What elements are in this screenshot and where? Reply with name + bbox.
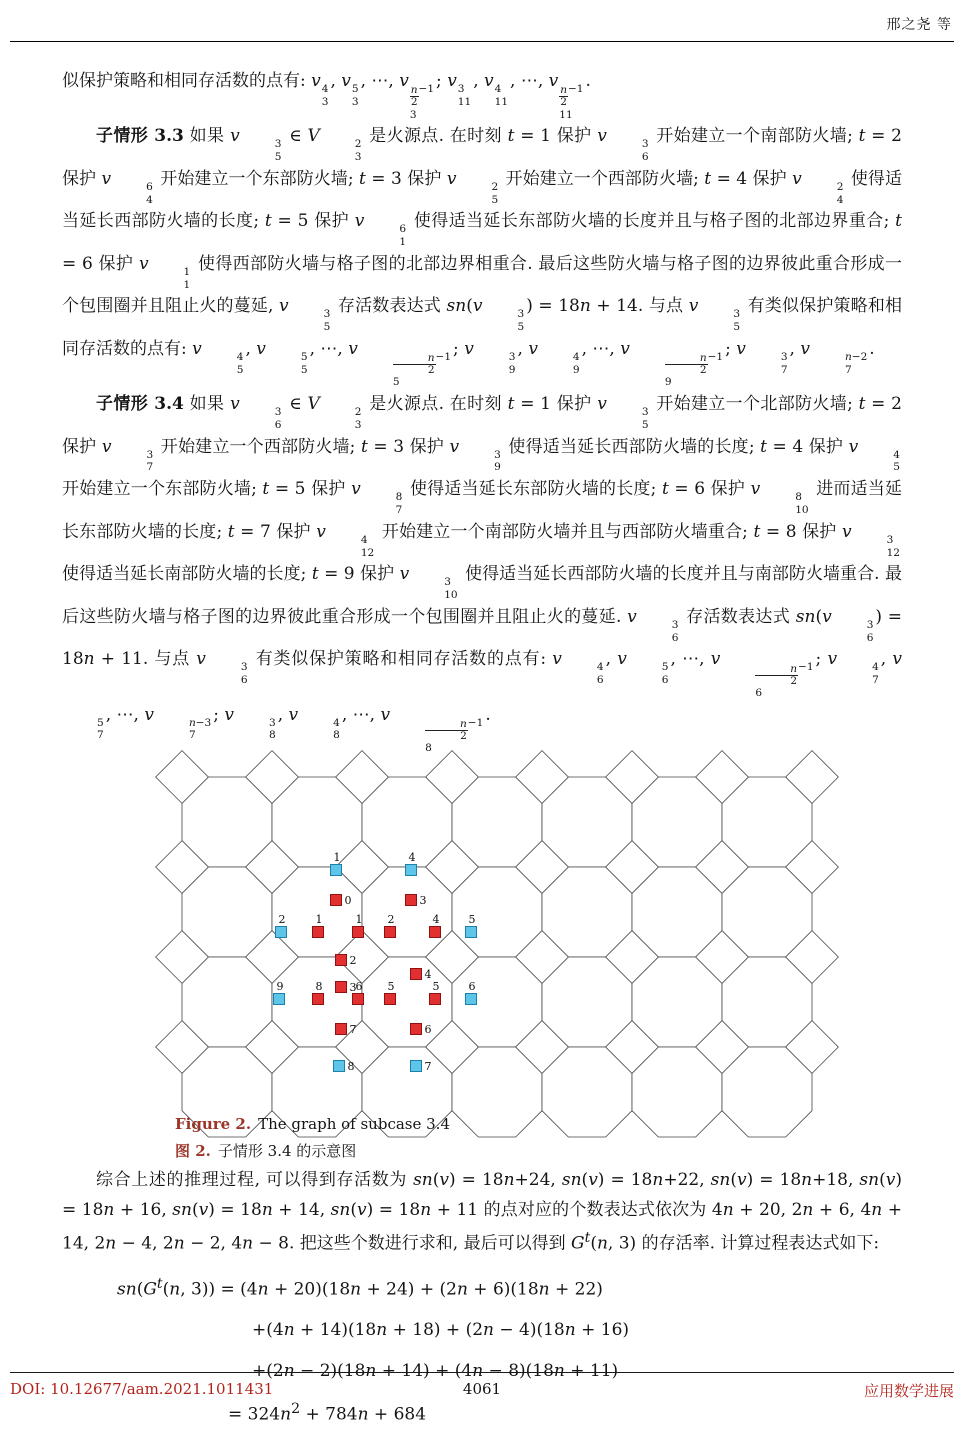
octagon-cell xyxy=(542,777,632,867)
vertex-marker-label: 1 xyxy=(333,851,341,865)
vertex-marker-red xyxy=(430,927,441,938)
vertex-marker-red xyxy=(411,969,422,980)
vertex-marker-label: 5 xyxy=(387,980,395,994)
page-number: 4061 xyxy=(462,1380,502,1398)
octagon-cell xyxy=(632,957,722,1047)
vertex-marker-cyan xyxy=(274,994,285,1005)
paragraph-summary: 综合上述的推理过程, 可以得到存活数为 sn(v) = 18n+24, sn(v) = 18n+22, sn(v) = 18n+18, sn(v) = 18n + 16, sn(v) = 18n + 14, sn(v) = 18n + 11 的点对应的个数表达式依次为 4n + 20, 2n + 6, 4n + 14, 2n − 4, 2n − 2, 4n − 8. 把这些个数进行求和, 最后可以得到 $G^t(n$, 3) 的存活率. 计算过程表达式如下: xyxy=(62,1170,903,1254)
figure-caption-zh xyxy=(175,1138,902,1165)
equation-block xyxy=(62,1267,902,1435)
running-head xyxy=(0,0,964,34)
vertex-marker-red xyxy=(336,955,347,966)
octagon-cell xyxy=(362,867,452,957)
vertex-marker-label: 5 xyxy=(432,980,440,994)
paper-body xyxy=(62,42,902,1435)
subcase-3-3-heading: 子情形 3.3 xyxy=(96,126,184,147)
figure-label-zh: 图 2. xyxy=(175,1142,211,1161)
vertex-marker-red xyxy=(353,994,364,1005)
octagon-cell xyxy=(542,957,632,1047)
vertex-marker-red xyxy=(430,994,441,1005)
octagon-cell xyxy=(722,1047,812,1137)
footer-row xyxy=(10,1380,954,1402)
figure-caption-zh-text: 子情形 3.4 的示意图 xyxy=(217,1142,357,1161)
vertex-marker-label: 2 xyxy=(387,913,395,927)
octagon-cell xyxy=(632,867,722,957)
journal-name: 应用数学进展 xyxy=(863,1382,954,1400)
vertex-marker-red xyxy=(313,994,324,1005)
vertex-marker-label: 0 xyxy=(344,894,352,908)
octagon-cell xyxy=(452,777,542,867)
subcase-3-4-text: 如果 v 3 6 ∈ V 2 3 是火源点. 在时刻 t = 1 保护 v 3 5 开始建立一个北部防火墙; t = 2 保护 v 3 7 开始建立一个西部防火墙; t = 3 保护 v 3 9 使得适当延长西部防火墙的长度; t = 4 保护 v 4 5 开始建立一个东部防火墙; t = 5 保护 v 8 7 使得适当延长东部防火墙的长度; t = 6 保护 v 8 10 进而适当延长东部防火墙的长度; t = 7 保护 v 4 12 开始建立一个南部防火墙并且与西部防火墙重合; t = 8 保护 v 3 12 使得适当延长南部防火墙的长度; t = 9 保护 v 3 10 使得适当延长西部防火墙的长度并且与南部防火墙重合. 最后这些防火墙与格子图的边界彼此重合形成一个包围圈并且阻止火的蔓延. v 3 6 存活数表达式 sn(v 3 6 ) = 18n + 11. 与点 v 3 6 有类似保护策略和相同存活数的点有: v 4 6 , v 5 6 , ⋯, v $\frac{n}{2}$ −1 6 ; v 4 7 , v 5 7 , ⋯, v n−3 7 ; v 3 8 , v 4 8 , ⋯, v $\frac{n}{2}$ −1 8 . xyxy=(62,394,902,755)
vertex-marker-cyan xyxy=(406,865,417,876)
vertex-marker-red xyxy=(353,927,364,938)
equation-line-3: +(2n − 2)(18n + 14) + (4n − 8)(18n + 11) xyxy=(252,1360,619,1381)
vertex-marker-cyan xyxy=(466,927,477,938)
vertex-marker-cyan xyxy=(331,865,342,876)
vertex-marker-red xyxy=(336,1024,347,1035)
vertex-marker-red xyxy=(385,994,396,1005)
octagon-cell xyxy=(542,1047,632,1137)
vertex-marker-label: 4 xyxy=(408,851,416,865)
figure-2 xyxy=(62,775,902,1165)
octagon-cell xyxy=(632,777,722,867)
vertex-marker-cyan xyxy=(276,927,287,938)
vertex-marker-label: 1 xyxy=(315,913,323,927)
doi-link[interactable]: DOI: 10.12677/aam.2021.1011431 xyxy=(10,1380,274,1398)
octagon-cell xyxy=(182,867,272,957)
vertex-marker-label: 7 xyxy=(424,1060,432,1074)
octagon-cell xyxy=(452,1047,542,1137)
octagon-cell xyxy=(272,777,362,867)
subcase-3-4-heading: 子情形 3.4 xyxy=(96,394,184,415)
paragraph-subcase-3-3 xyxy=(62,121,902,389)
equation-line-4: = $324n^2 + 784n + 684$ xyxy=(228,1400,427,1425)
paragraph-continuation: 似保护策略和相同存活数的点有: v 4 3 , v 5 3 , ⋯, v $\frac{n}{2}$ −1 3 ; v 3 11 , v 4 11 , ⋯, v $\frac{n}{2}$ −1 11 . xyxy=(62,71,591,121)
footer-rule xyxy=(10,1372,954,1373)
vertex-marker-label: 4 xyxy=(424,968,432,982)
octagon-cell xyxy=(452,867,542,957)
vertex-marker-label: 3 xyxy=(349,981,357,995)
equation-line-2: +(4n + 14)(18n + 18) + (2n − 4)(18n + 16) xyxy=(252,1319,630,1340)
vertex-marker-label: 3 xyxy=(419,894,427,908)
vertex-marker-red xyxy=(313,927,324,938)
vertex-marker-label: 6 xyxy=(424,1023,432,1037)
octagon-cell xyxy=(272,867,362,957)
vertex-marker-red xyxy=(411,1024,422,1035)
vertex-marker-label: 8 xyxy=(315,980,323,994)
vertex-marker-label: 2 xyxy=(278,913,286,927)
octagon-cell xyxy=(542,867,632,957)
vertex-marker-label: 6 xyxy=(468,980,476,994)
figure-caption-en-text: The graph of subcase 3.4 xyxy=(258,1115,450,1134)
vertex-marker-label: 1 xyxy=(355,913,363,927)
vertex-marker-cyan xyxy=(334,1061,345,1072)
page-footer xyxy=(0,1372,964,1402)
vertex-marker-red xyxy=(336,982,347,993)
vertex-marker-red xyxy=(406,895,417,906)
octagon-cell xyxy=(722,867,812,957)
octagon-cell xyxy=(722,957,812,1047)
paragraph-subcase-3-4 xyxy=(62,389,902,755)
vertex-marker-label: 4 xyxy=(432,913,440,927)
subcase-3-3-text: 如果 v 3 5 ∈ V 2 3 是火源点. 在时刻 t = 1 保护 v 3 6 开始建立一个南部防火墙; t = 2 保护 v 6 4 开始建立一个东部防火墙; t = 3 保护 v 2 5 开始建立一个西部防火墙; t = 4 保护 v 2 4 使得适当延长西部防火墙的长度; t = 5 保护 v 6 1 使得适当延长东部防火墙的长度并且与格子图的北部边界重合; t = 6 保护 v 1 1 使得西部防火墙与格子图的北部边界相重合. 最后这些防火墙与格子图的边界彼此重合形成一个包围圈并且阻止火的蔓延, v 3 5 存活数表达式 sn(v 3 5 ) = 18n + 14. 与点 v 3 5 有类似保护策略和相同存活数的点有: v 4 5 , v 5 5 , ⋯, v $\frac{n}{2}$ −1 5 ; v 3 9 , v 4 9 , ⋯, v $\frac{n}{2}$ −1 9 ; v 3 7 , v n−2 7 . xyxy=(62,126,903,389)
vertex-marker-red xyxy=(331,895,342,906)
vertex-marker-cyan xyxy=(466,994,477,1005)
octagon-cell xyxy=(632,1047,722,1137)
octagon-cell xyxy=(182,777,272,867)
vertex-marker-label: 5 xyxy=(468,913,476,927)
vertex-marker-label: 9 xyxy=(276,980,284,994)
figure-2-graph xyxy=(182,775,812,1097)
octagon-cell xyxy=(362,777,452,867)
running-head-author: 邢之尧 等 xyxy=(886,17,952,33)
vertex-marker-label: 7 xyxy=(349,1023,357,1037)
figure-label-en: Figure 2. xyxy=(175,1115,252,1134)
octagon-cell xyxy=(182,957,272,1047)
vertex-marker-label: 2 xyxy=(349,954,357,968)
equation-line-1: $sn(G^t(n$, 3)) = (4n + 20)(18n + 24) + (2n + 6)(18n + 22) xyxy=(117,1275,603,1300)
vertex-marker-label: 8 xyxy=(347,1060,355,1074)
vertex-marker-cyan xyxy=(411,1061,422,1072)
vertex-marker-label: 6 xyxy=(355,980,363,994)
vertex-marker-red xyxy=(385,927,396,938)
octagon-cell xyxy=(722,777,812,867)
